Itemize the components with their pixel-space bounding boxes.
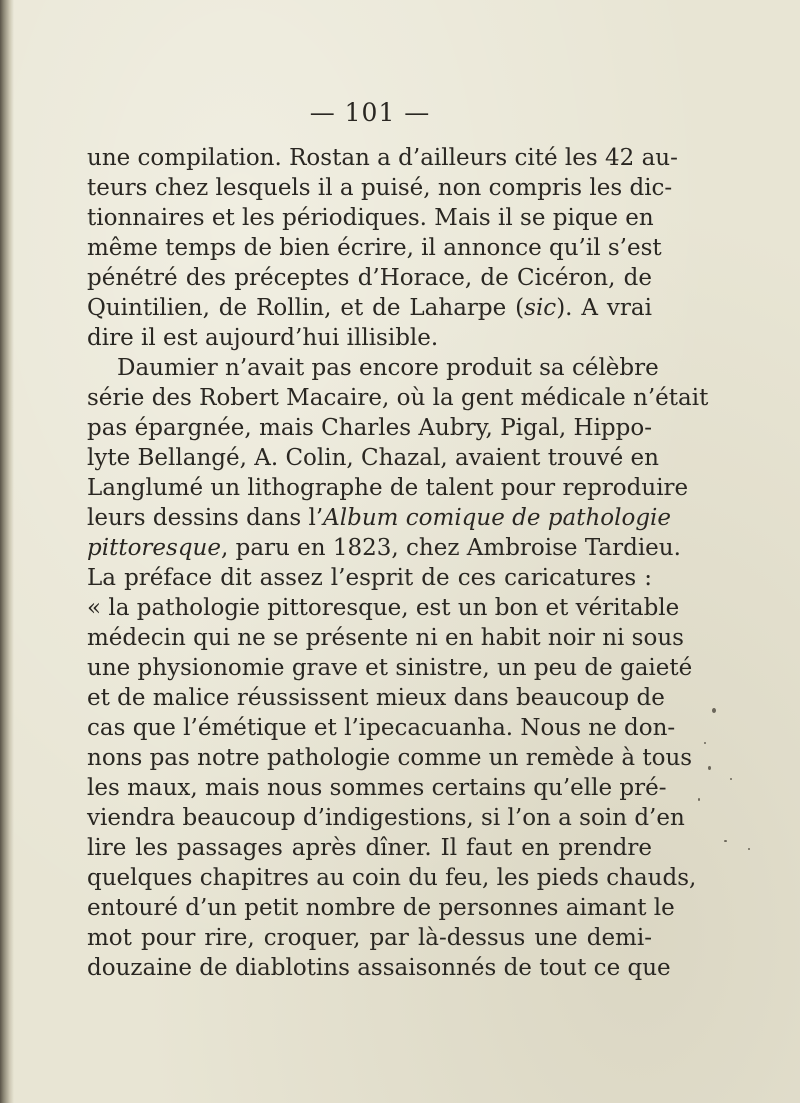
text-line: même temps de bien écrire, il annonce qu’il s’est <box>87 235 662 261</box>
text-line: pénétré des préceptes d’Horace, de Cicéron, de <box>87 265 652 291</box>
text-line: tionnaires et les périodiques. Mais il se pique en <box>87 205 654 231</box>
text-line: les maux, mais nous sommes certains qu’elle pré- <box>87 775 667 801</box>
text-line-with-italic <box>87 293 652 323</box>
text-line: lyte Bellangé, A. Colin, Chazal, avaient trouvé en <box>87 445 659 471</box>
text-line: pas épargnée, mais Charles Aubry, Pigal, Hippo- <box>87 415 652 441</box>
text-line: La préface dit assez l’esprit de ces caricatures : <box>87 565 652 591</box>
text-line: dire il est aujourd’hui illisible. <box>87 325 439 351</box>
text-line: viendra beaucoup d’indigestions, si l’on a soin d’en <box>87 805 685 831</box>
text-line: lire les passages après dîner. Il faut en prendre <box>87 835 652 861</box>
italic-segment: sic <box>524 295 557 321</box>
text-segment: , paru en 1823, chez Ambroise Tardieu. <box>220 535 681 561</box>
text-line: douzaine de diablotins assaisonnés de tout ce que <box>87 955 671 981</box>
binding-gutter <box>0 0 14 1103</box>
text-line: série des Robert Macaire, où la gent médicale n’était <box>87 385 709 411</box>
text-segment: ). A vrai <box>556 295 652 321</box>
text-line: et de malice réussissent mieux dans beaucoup de <box>87 685 665 711</box>
text-line: cas que l’émétique et l’ipecacuanha. Nous ne don- <box>87 715 676 741</box>
body-text <box>87 143 709 983</box>
text-segment: Quintilien, de Rollin, et de Laharpe ( <box>87 295 525 321</box>
text-line: une physionomie grave et sinistre, un peu de gaieté <box>87 655 693 681</box>
text-line: médecin qui ne se présente ni en habit noir ni sous <box>87 625 684 651</box>
italic-segment: Album comique de pathologie <box>323 505 672 531</box>
italic-segment: pittoresque <box>87 535 221 561</box>
page-number: — 101 — <box>309 98 431 127</box>
text-line: mot pour rire, croquer, par là-dessus une demi- <box>87 925 652 951</box>
text-line: « la pathologie pittoresque, est un bon et véritable <box>87 595 680 621</box>
text-line-with-italic <box>87 533 681 563</box>
paragraph-start-line: Daumier n’avait pas encore produit sa célèbre <box>117 355 659 381</box>
text-line: quelques chapitres au coin du feu, les pieds chauds, <box>87 865 697 891</box>
text-segment: leurs dessins dans l’ <box>87 505 324 531</box>
text-line-with-italic <box>87 503 672 533</box>
text-line: teurs chez lesquels il a puisé, non compris les dic- <box>87 175 673 201</box>
text-line: une compilation. Rostan a d’ailleurs cité les 42 au- <box>87 145 678 171</box>
text-line: Langlumé un lithographe de talent pour reproduire <box>87 475 689 501</box>
text-line: nons pas notre pathologie comme un remède à tous <box>87 745 693 771</box>
paper-specks <box>690 700 770 860</box>
text-line: entouré d’un petit nombre de personnes aimant le <box>87 895 675 921</box>
